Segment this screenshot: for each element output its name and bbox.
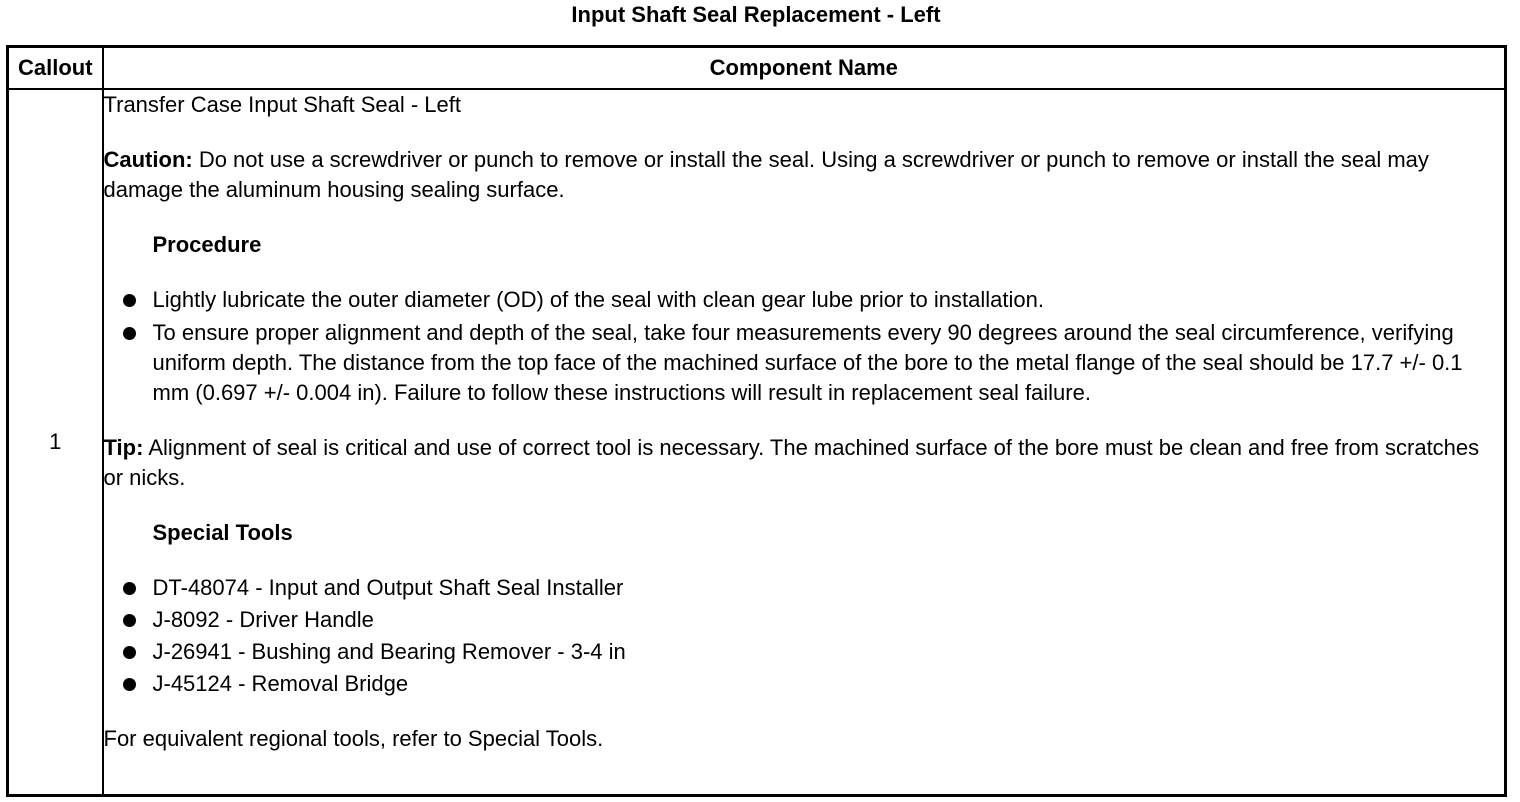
tip-note <box>104 433 1505 493</box>
callout-number: 1 <box>8 89 103 796</box>
callout-column-header: Callout <box>8 47 103 90</box>
procedure-list <box>104 285 1505 408</box>
tip-text: Alignment of seal is critical and use of correct tool is necessary. The machined surface of the bore must be clean and free from scratches or nicks. <box>103 435 1480 490</box>
regional-tools-note: For equivalent regional tools, refer to Special Tools. <box>103 726 604 751</box>
procedure-heading: Procedure <box>152 232 262 257</box>
component-name: Transfer Case Input Shaft Seal - Left <box>103 92 461 117</box>
caution-text: Do not use a screwdriver or punch to remove or install the seal. Using a screwdriver or punch to remove or install the seal may damage the aluminum housing sealing surface. <box>103 147 1429 202</box>
procedure-step-text: Lightly lubricate the outer diameter (OD) of the seal with clean gear lube prior to installation. <box>152 287 1044 312</box>
list-item <box>104 637 1505 667</box>
bullet-icon <box>123 614 136 627</box>
table-row <box>8 89 1506 796</box>
tool-item-text: J-45124 - Removal Bridge <box>152 671 409 696</box>
tool-item-text: J-26941 - Bushing and Bearing Remover - 3-4 in <box>152 639 626 664</box>
tool-item-text: J-8092 - Driver Handle <box>152 607 374 632</box>
bullet-icon <box>123 646 136 659</box>
table-header-row <box>8 47 1506 90</box>
list-item <box>104 285 1505 315</box>
special-tools-list <box>104 573 1505 699</box>
procedure-step-text: To ensure proper alignment and depth of the seal, take four measurements every 90 degrees around the seal circumference, verifying uniform depth. The distance from the top face of the machined surface of the bore to the metal flange of the seal should be 17.7 +/- 0.1 mm (0.697 +/- 0.004 in). Failure to follow these instructions will result in replacement seal failure. <box>152 320 1463 405</box>
bullet-icon <box>123 678 136 691</box>
list-item <box>104 669 1505 699</box>
bullet-icon <box>123 327 136 340</box>
list-item <box>104 318 1505 408</box>
bullet-icon <box>123 294 136 307</box>
page-title: Input Shaft Seal Replacement - Left <box>571 2 941 27</box>
tip-label: Tip: <box>103 435 144 460</box>
component-details <box>103 89 1506 796</box>
component-table <box>6 45 1507 797</box>
caution-note <box>104 145 1505 205</box>
caution-label: Caution: <box>103 147 193 172</box>
tool-item-text: DT-48074 - Input and Output Shaft Seal Installer <box>152 575 624 600</box>
component-name-column-header: Component Name <box>103 47 1506 90</box>
bullet-icon <box>123 582 136 595</box>
special-tools-heading: Special Tools <box>152 520 293 545</box>
list-item <box>104 573 1505 603</box>
list-item <box>104 605 1505 635</box>
